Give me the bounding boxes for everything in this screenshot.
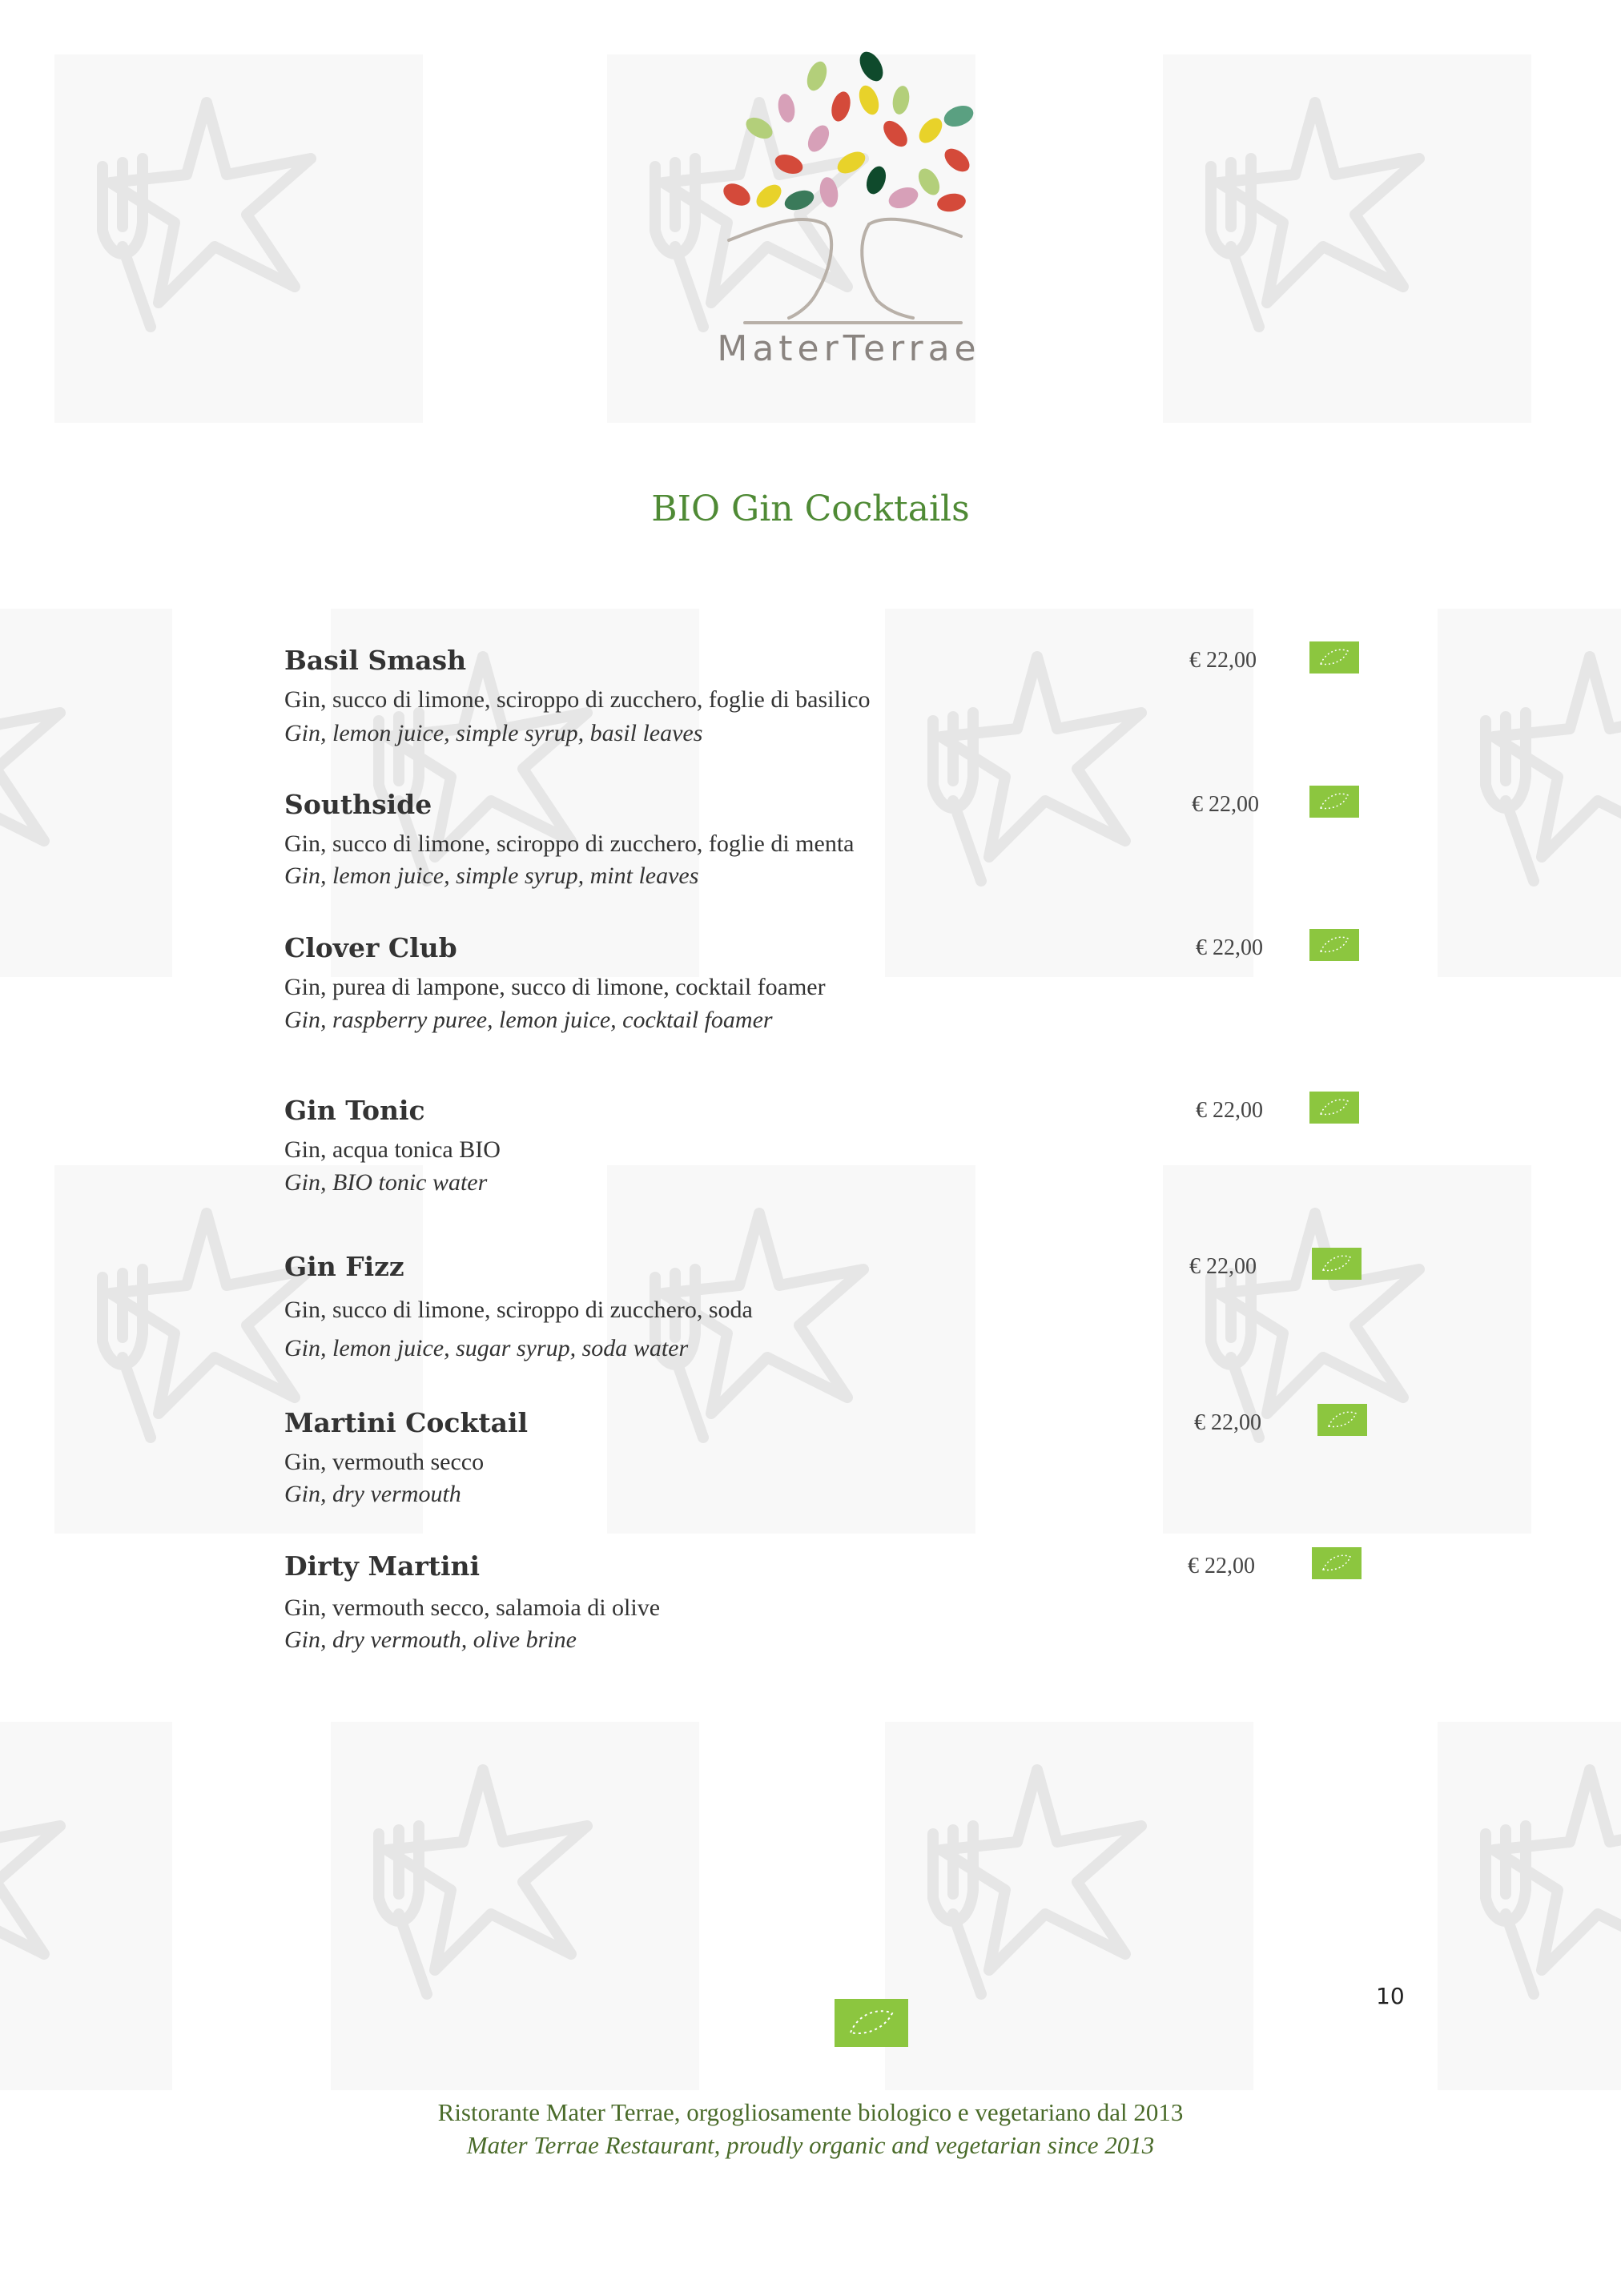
item-price: € 22,00: [1196, 935, 1263, 960]
restaurant-guru-watermark: [331, 1722, 699, 2090]
menu-item: [284, 1251, 1366, 1379]
eu-organic-leaf-icon: [1309, 786, 1359, 818]
eu-organic-leaf-icon: [1312, 1248, 1362, 1280]
item-description-en: Gin, raspberry puree, lemon juice, cocktail foamer: [284, 1007, 773, 1033]
item-description-it: Gin, purea di lampone, succo di limone, cocktail foamer: [284, 974, 826, 1000]
item-name: Dirty Martini: [284, 1550, 481, 1582]
item-description-en: Gin, BIO tonic water: [284, 1169, 488, 1196]
item-description-it: Gin, vermouth secco: [284, 1449, 485, 1475]
item-description-it: Gin, succo di limone, sciroppo di zucchero, soda: [284, 1297, 753, 1323]
item-price: € 22,00: [1196, 1098, 1263, 1123]
item-name: Gin Fizz: [284, 1251, 404, 1282]
item-description-en: Gin, dry vermouth: [284, 1481, 461, 1507]
eu-organic-leaf-icon: [835, 1999, 908, 2047]
footer-tagline-it: Ristorante Mater Terrae, orgogliosamente biologico e vegetariano dal 2013: [437, 2098, 1184, 2126]
page-number: 10: [1376, 1983, 1405, 2009]
menu-item: [284, 932, 1366, 1060]
item-description-en: Gin, lemon juice, simple syrup, basil leaves: [284, 720, 703, 746]
eu-organic-leaf-icon: [1317, 1404, 1367, 1436]
item-name: Gin Tonic: [284, 1095, 425, 1126]
item-description-en: Gin, lemon juice, simple syrup, mint leaves: [284, 863, 699, 889]
restaurant-guru-watermark: [885, 1722, 1253, 2090]
menu-item: [284, 645, 1366, 773]
menu-item: [284, 1095, 1366, 1223]
page-title: BIO Gin Cocktails: [651, 489, 970, 529]
item-name: Basil Smash: [284, 645, 467, 676]
item-description-en: Gin, dry vermouth, olive brine: [284, 1627, 577, 1653]
item-name: Martini Cocktail: [284, 1407, 529, 1438]
restaurant-logo: [697, 44, 1001, 380]
eu-organic-leaf-icon: [1312, 1547, 1362, 1579]
logo-wordmark: MaterTerrae: [717, 328, 981, 369]
restaurant-guru-watermark: [1163, 54, 1531, 423]
item-price: € 22,00: [1194, 1410, 1261, 1435]
item-description-it: Gin, vermouth secco, salamoia di olive: [284, 1594, 661, 1621]
item-name: Southside: [284, 789, 432, 820]
restaurant-guru-watermark: [0, 1722, 172, 2090]
item-price: € 22,00: [1188, 1554, 1255, 1578]
item-price: € 22,00: [1189, 1254, 1257, 1279]
item-price: € 22,00: [1189, 648, 1257, 673]
eu-organic-leaf-icon: [1309, 929, 1359, 961]
restaurant-guru-watermark: [54, 54, 423, 423]
menu-item: [284, 789, 1366, 917]
item-price: € 22,00: [1192, 792, 1259, 817]
eu-organic-leaf-icon: [1309, 641, 1359, 674]
item-description-it: Gin, succo di limone, sciroppo di zucchero, foglie di basilico: [284, 686, 871, 713]
footer-tagline-en: Mater Terrae Restaurant, proudly organic and vegetarian since 2013: [466, 2131, 1155, 2159]
restaurant-guru-watermark: [0, 609, 172, 977]
restaurant-guru-watermark: [1438, 1722, 1621, 2090]
menu-item: [284, 1407, 1366, 1535]
item-name: Clover Club: [284, 932, 457, 963]
menu-item: [284, 1550, 1366, 1679]
item-description-it: Gin, succo di limone, sciroppo di zucchero, foglie di menta: [284, 830, 855, 857]
eu-organic-leaf-icon: [1309, 1092, 1359, 1124]
item-description-it: Gin, acqua tonica BIO: [284, 1136, 501, 1163]
restaurant-guru-watermark: [1438, 609, 1621, 977]
item-description-en: Gin, lemon juice, sugar syrup, soda water: [284, 1335, 689, 1361]
